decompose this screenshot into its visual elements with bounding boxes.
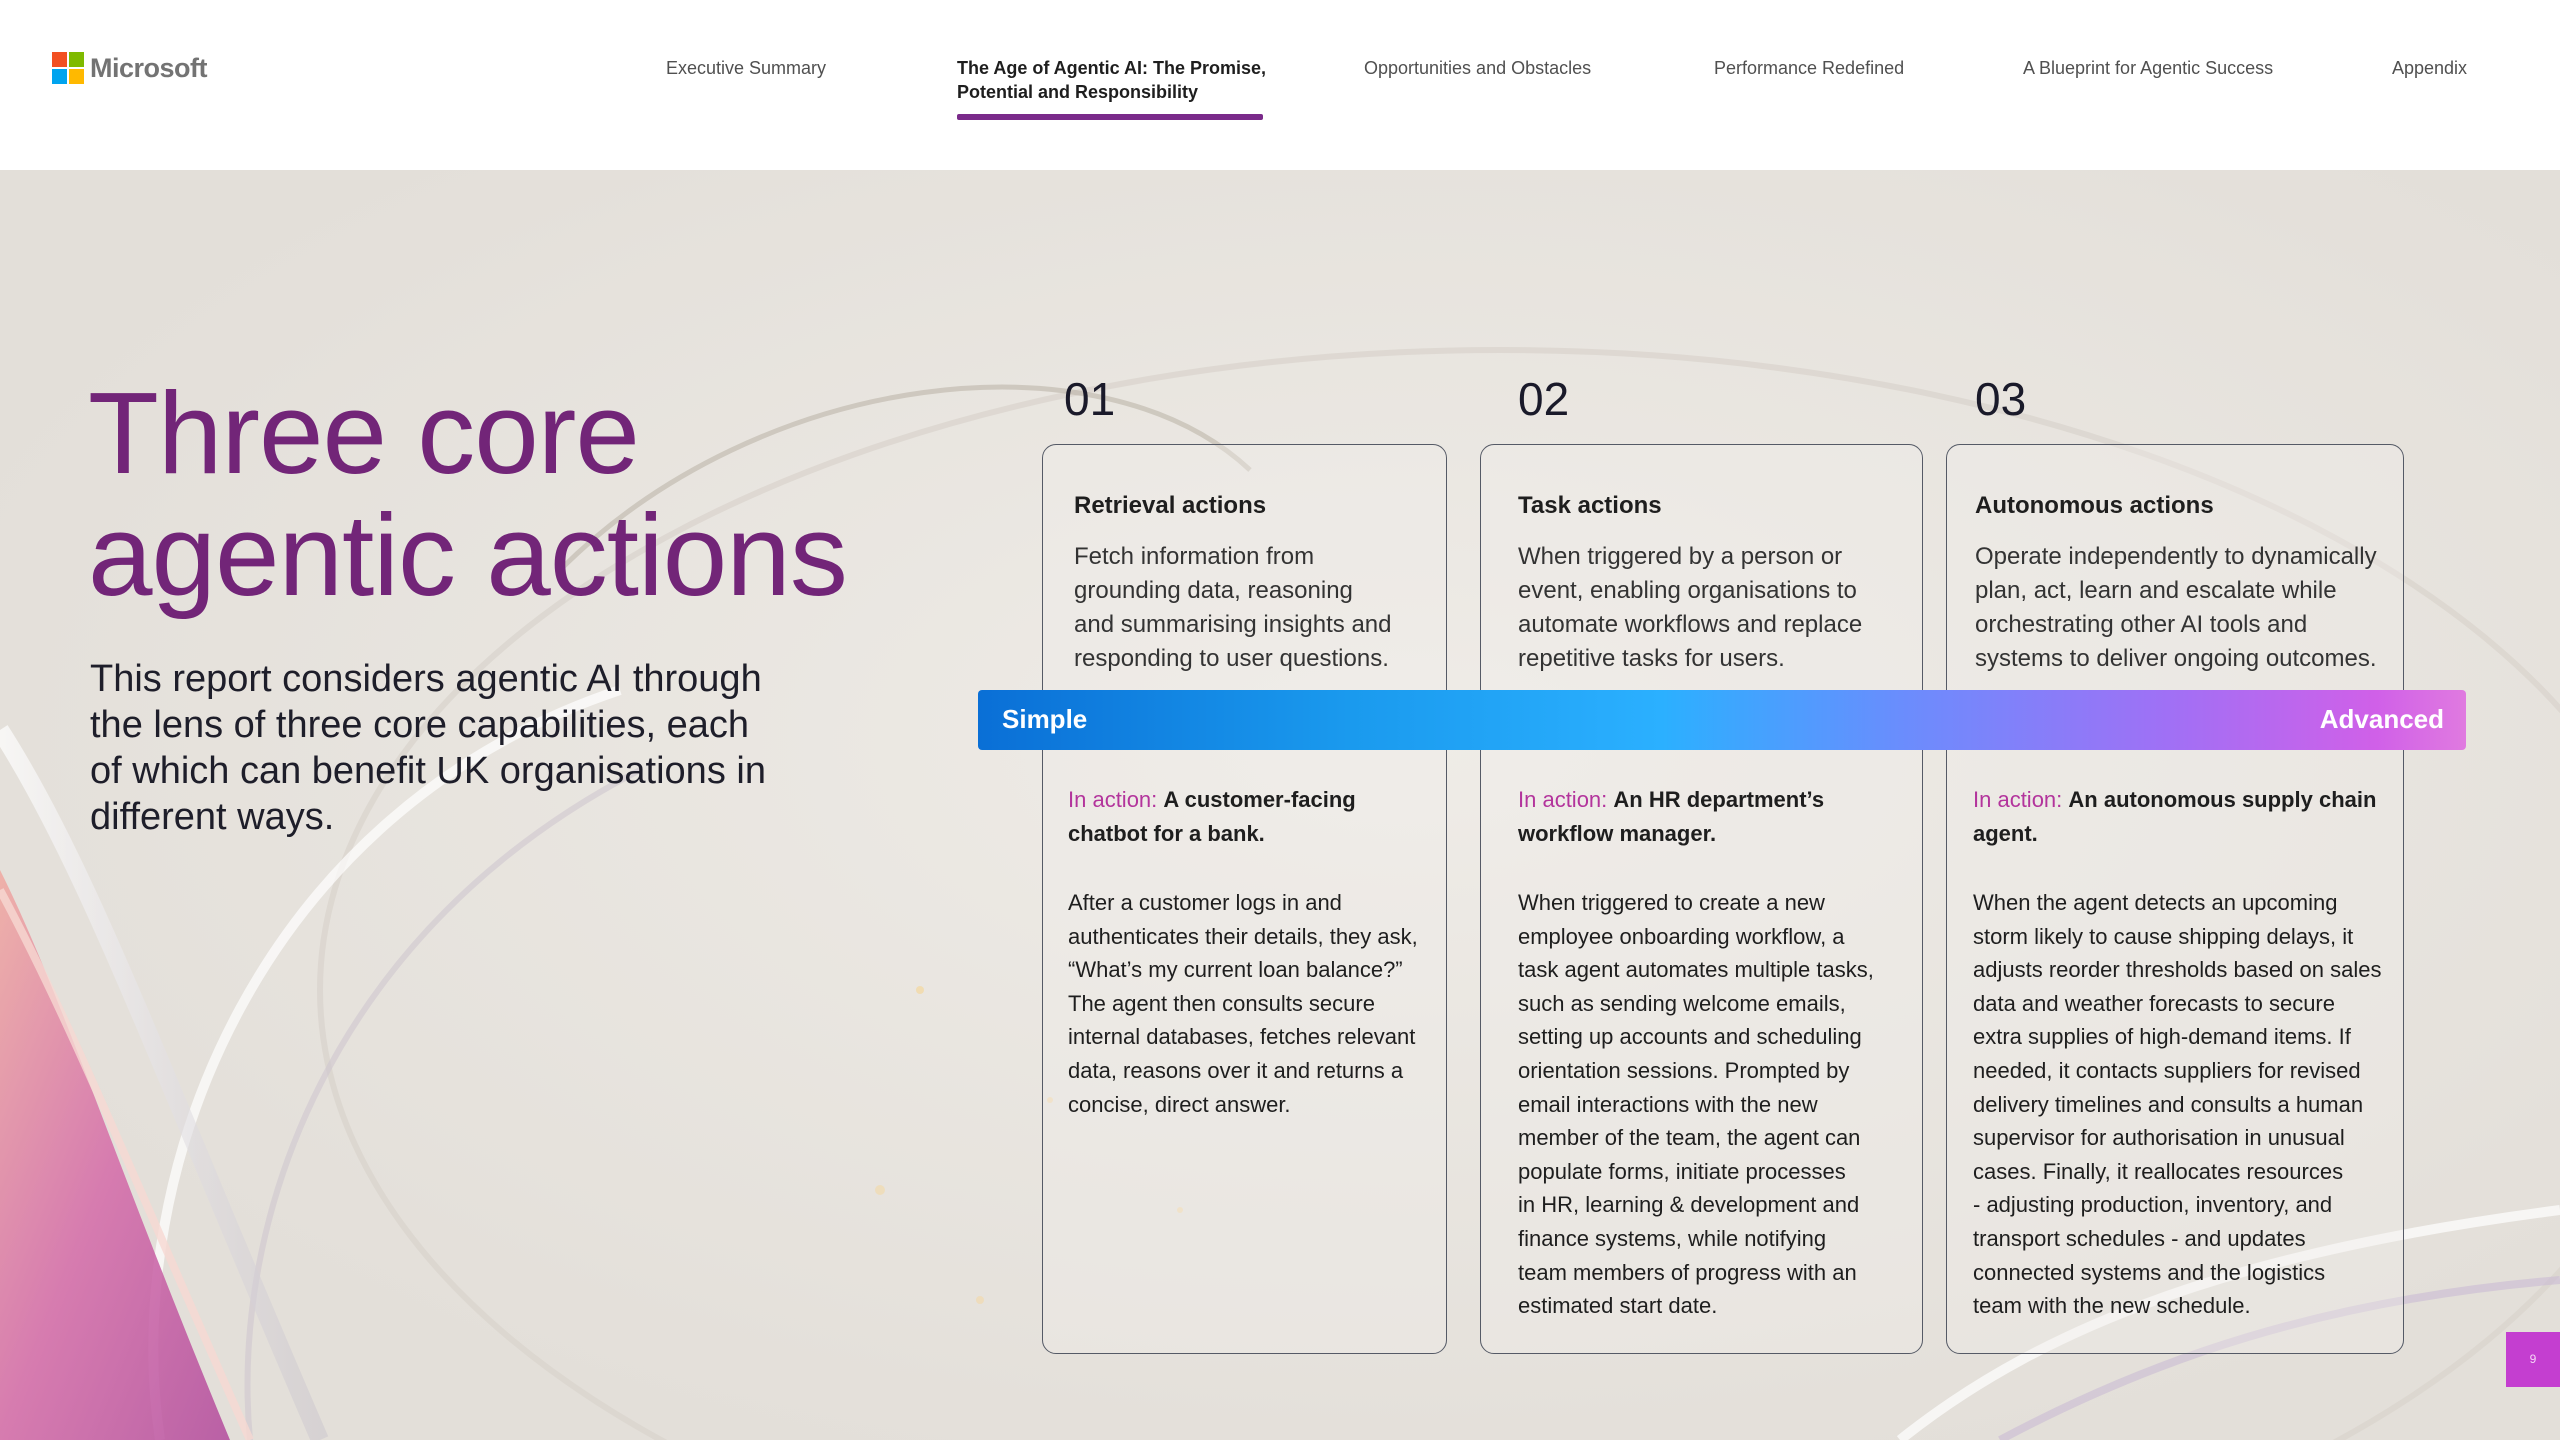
in-action-tag: In action: (1068, 787, 1158, 812)
active-tab-indicator (957, 114, 1263, 120)
page-number: 9 (2506, 1332, 2560, 1387)
scale-label-simple: Simple (1002, 704, 1088, 734)
example-body-retrieval: After a customer logs in and authenticates their details, they ask, “What’s my current loan balance?” The agent then consults secure internal databases, fetches relevant data, reasons over it and returns a concise, direct answer. (1068, 890, 1418, 1117)
step-number-01: 01 (1064, 373, 1116, 425)
nav-age-line2: Potential and Responsibility (957, 82, 1199, 102)
top-header (0, 0, 2560, 170)
scale-label-advanced: Advanced (2319, 704, 2444, 734)
nav-executive-summary[interactable]: Executive Summary (666, 58, 827, 78)
card-desc-autonomous: Operate independently to dynamically plan, act, learn and escalate while orchestrating other AI tools and systems to deliver ongoing outcomes. (1975, 543, 2377, 672)
microsoft-logo-icon (52, 52, 84, 84)
card-title-retrieval: Retrieval actions (1074, 492, 1267, 519)
intro-line: the lens of three core capabilities, each (90, 704, 750, 746)
example-body-autonomous: When the agent detects an upcoming storm likely to cause shipping delays, it adjusts reorder thresholds based on sales data and weather forecasts to secure extra supplies of high-demand items. If needed, it contacts suppliers for revised delivery timelines and consults a human supervisor for authorisation in unusual cases. Finally, it reallocates resources - adjusting production, inventory, and transport schedules - and updates connected systems and the logistics team with the new schedule. (1973, 890, 2382, 1319)
nav-age-line1: The Age of Agentic AI: The Promise, (957, 58, 1267, 78)
nav-age-of-agentic-ai[interactable] (957, 56, 1266, 104)
intro-line: different ways. (90, 796, 335, 838)
in-action-retrieval: In action: A customer-facing chatbot for a bank. (1068, 787, 1356, 846)
nav-appendix[interactable]: Appendix (2392, 58, 2468, 78)
card-desc-task: When triggered by a person or event, enabling organisations to automate workflows and replace repetitive tasks for users. (1518, 543, 1863, 672)
microsoft-logo[interactable] (52, 52, 207, 84)
nav-performance-redefined[interactable]: Performance Redefined (1714, 58, 1905, 78)
example-body-task: When triggered to create a new employee onboarding workflow, a task agent automates multiple tasks, such as sending welcome emails, setting up accounts and scheduling orientation sessions. Prompted by email interactions with the new member of the team, the agent can populate forms, initiate processes in HR, learning & development and finance systems, while notifying team members of progress with an estimated start date. (1518, 890, 1874, 1319)
brand-name: Microsoft (90, 52, 207, 83)
capability-scale-bar (978, 690, 2466, 750)
intro-paragraph (90, 656, 810, 840)
step-number-02: 02 (1518, 373, 1570, 425)
title-line-2: agentic actions (88, 490, 847, 620)
nav-blueprint[interactable]: A Blueprint for Agentic Success (2023, 58, 2274, 78)
step-number-03: 03 (1975, 373, 2027, 425)
in-action-task: In action: An HR department’s workflow manager. (1518, 787, 1825, 846)
intro-line: This report considers agentic AI through (90, 658, 762, 700)
card-desc-retrieval: Fetch information from grounding data, reasoning and summarising insights and responding to user questions. (1074, 543, 1392, 672)
nav-opportunities-obstacles[interactable]: Opportunities and Obstacles (1364, 58, 1592, 78)
in-action-autonomous: In action: An autonomous supply chain agent. (1973, 787, 2377, 846)
intro-line: of which can benefit UK organisations in (90, 750, 766, 792)
card-title-autonomous: Autonomous actions (1975, 492, 2214, 519)
title-line-1: Three core (88, 368, 639, 498)
card-title-task: Task actions (1518, 492, 1662, 519)
page-title (88, 368, 847, 620)
in-action-tag: In action: (1973, 787, 2063, 812)
in-action-tag: In action: (1518, 787, 1608, 812)
